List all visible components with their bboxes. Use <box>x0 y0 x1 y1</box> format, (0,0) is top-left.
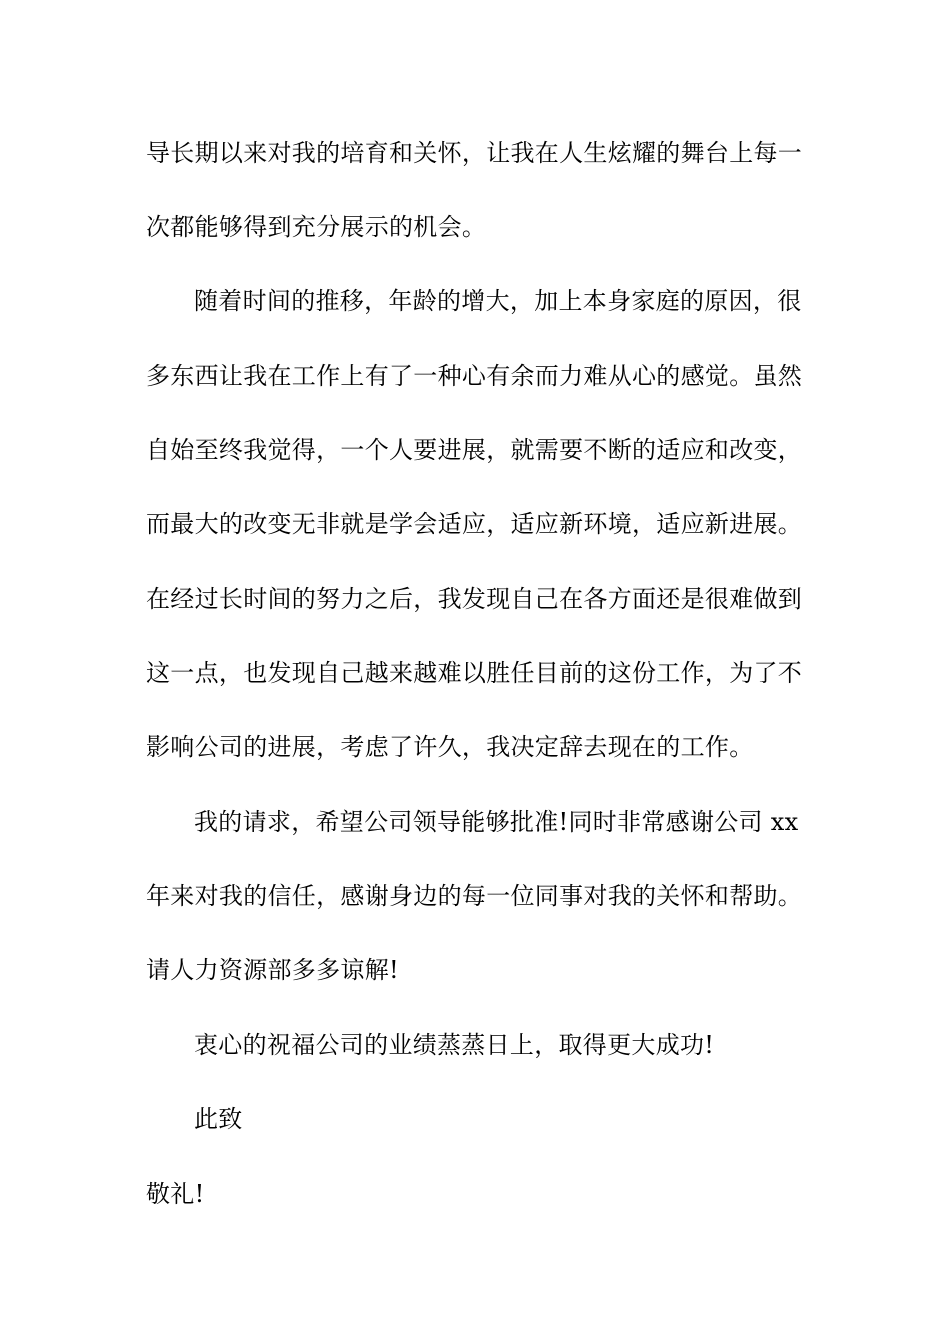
closing-line: 此致 <box>194 1105 243 1133</box>
paragraph-line: 在经过长时间的努力之后，我发现自己在各方面还是很难做到 <box>146 585 803 613</box>
paragraph-line: 自始至终我觉得，一个人要进展，就需要不断的适应和改变， <box>146 436 803 464</box>
paragraph-line: 多东西让我在工作上有了一种心有余而力难从心的感觉。虽然 <box>146 362 803 390</box>
paragraph-line: 这一点，也发现自己越来越难以胜任目前的这份工作，为了不 <box>146 659 803 687</box>
paragraph-line: 而最大的改变无非就是学会适应，适应新环境，适应新进展。 <box>146 510 803 538</box>
salutation-line: 敬礼! <box>146 1180 205 1208</box>
paragraph-line: 年来对我的信任，感谢身边的每一位同事对我的关怀和帮助。 <box>146 882 803 910</box>
paragraph-line: 随着时间的推移，年龄的增大，加上本身家庭的原因，很 <box>194 287 802 315</box>
paragraph-line: 导长期以来对我的培育和关怀，让我在人生炫耀的舞台上每一 <box>146 139 803 167</box>
paragraph-line: 次都能够得到充分展示的机会。 <box>146 213 487 241</box>
paragraph-line: 影响公司的进展，考虑了许久，我决定辞去现在的工作。 <box>146 733 754 761</box>
paragraph-line: 我的请求，希望公司领导能够批准!同时非常感谢公司 xx <box>194 808 799 836</box>
paragraph-line: 衷心的祝福公司的业绩蒸蒸日上，取得更大成功! <box>194 1031 715 1059</box>
paragraph-line: 请人力资源部多多谅解! <box>146 956 399 984</box>
